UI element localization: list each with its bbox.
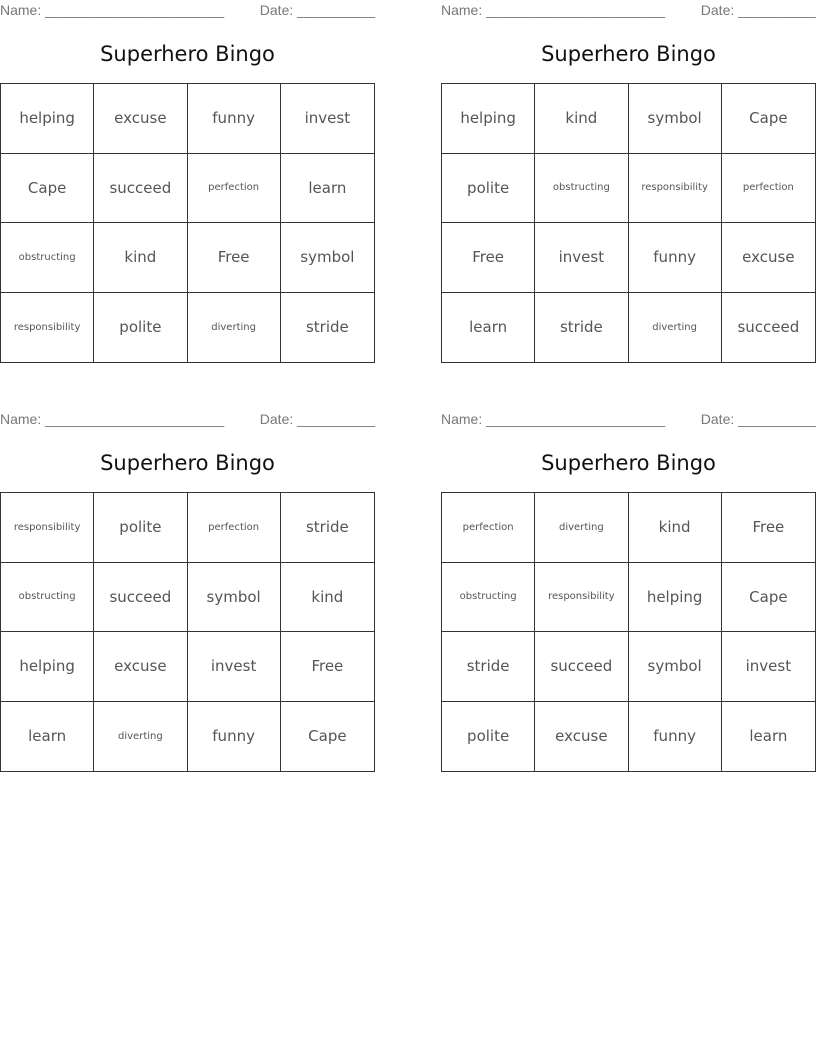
bingo-cell: obstructing [1, 563, 94, 633]
bingo-cell: excuse [722, 223, 815, 293]
card-title: Superhero Bingo [541, 42, 716, 66]
name-field-label: Name: _______________________ [441, 2, 666, 18]
bingo-cell: polite [94, 293, 187, 363]
bingo-cell: invest [722, 632, 815, 702]
bingo-cell: helping [1, 632, 94, 702]
bingo-cell: diverting [94, 702, 187, 772]
bingo-cell: obstructing [1, 223, 94, 293]
bingo-cell: Free [442, 223, 535, 293]
bingo-cell: perfection [188, 154, 281, 224]
bingo-cell: responsibility [1, 493, 94, 563]
bingo-cell: diverting [629, 293, 722, 363]
bingo-cell: kind [281, 563, 374, 633]
bingo-cell: succeed [94, 563, 187, 633]
bingo-grid [441, 83, 816, 363]
bingo-cell: stride [535, 293, 628, 363]
bingo-cell: funny [629, 702, 722, 772]
bingo-cell: kind [629, 493, 722, 563]
name-field-label: Name: _______________________ [0, 2, 225, 18]
name-field-label: Name: _______________________ [0, 411, 225, 427]
bingo-cell: Cape [722, 84, 815, 154]
bingo-cell: diverting [535, 493, 628, 563]
bingo-cell: perfection [188, 493, 281, 563]
bingo-cell: Free [188, 223, 281, 293]
bingo-cell: stride [442, 632, 535, 702]
bingo-cell: diverting [188, 293, 281, 363]
card-title: Superhero Bingo [100, 451, 275, 475]
bingo-cell: excuse [94, 632, 187, 702]
bingo-cell: polite [442, 154, 535, 224]
bingo-cell: obstructing [535, 154, 628, 224]
name-date-row [0, 409, 375, 431]
bingo-cell: stride [281, 493, 374, 563]
bingo-cell: succeed [94, 154, 187, 224]
bingo-cell: helping [1, 84, 94, 154]
bingo-cell: symbol [629, 84, 722, 154]
bingo-card-2 [441, 0, 816, 337]
bingo-cell: invest [281, 84, 374, 154]
date-field-label: Date: __________ [700, 411, 816, 427]
date-field-label: Date: __________ [700, 2, 816, 18]
bingo-cell: funny [188, 702, 281, 772]
bingo-cell: perfection [442, 493, 535, 563]
date-field-label: Date: __________ [259, 2, 375, 18]
bingo-grid [0, 492, 375, 772]
name-date-row [441, 0, 816, 22]
bingo-cell: learn [281, 154, 374, 224]
bingo-cell: invest [535, 223, 628, 293]
bingo-cell: polite [442, 702, 535, 772]
name-date-row [0, 0, 375, 22]
card-title: Superhero Bingo [541, 451, 716, 475]
bingo-cell: symbol [188, 563, 281, 633]
bingo-cell: Free [281, 632, 374, 702]
bingo-cell: obstructing [442, 563, 535, 633]
bingo-cell: helping [629, 563, 722, 633]
bingo-cell: learn [442, 293, 535, 363]
bingo-card-3 [0, 409, 375, 746]
bingo-cell: polite [94, 493, 187, 563]
bingo-cell: learn [1, 702, 94, 772]
bingo-cell: symbol [281, 223, 374, 293]
bingo-cell: succeed [535, 632, 628, 702]
bingo-cell: Cape [308, 727, 347, 746]
bingo-cell: perfection [722, 154, 815, 224]
bingo-cell: symbol [629, 632, 722, 702]
card-title: Superhero Bingo [100, 42, 275, 66]
bingo-grid [441, 492, 816, 772]
bingo-cell: excuse [94, 84, 187, 154]
bingo-cell: funny [188, 84, 281, 154]
bingo-cell: excuse [535, 702, 628, 772]
bingo-cell: Cape [1, 154, 94, 224]
date-field-label: Date: __________ [259, 411, 375, 427]
bingo-cell: responsibility [629, 154, 722, 224]
bingo-card-1 [0, 0, 375, 337]
bingo-grid [0, 83, 375, 363]
name-field-label: Name: _______________________ [441, 411, 666, 427]
bingo-cell: kind [535, 84, 628, 154]
bingo-cell: learn [749, 727, 788, 746]
bingo-cell: stride [305, 318, 349, 337]
bingo-cell: funny [629, 223, 722, 293]
bingo-cell: invest [188, 632, 281, 702]
bingo-cell: responsibility [535, 563, 628, 633]
bingo-cell: Cape [722, 563, 815, 633]
bingo-cell: kind [94, 223, 187, 293]
bingo-cell: succeed [737, 318, 800, 337]
bingo-card-4 [441, 409, 816, 746]
bingo-cell: Free [722, 493, 815, 563]
bingo-cell: responsibility [1, 293, 94, 363]
bingo-cell: helping [442, 84, 535, 154]
name-date-row [441, 409, 816, 431]
